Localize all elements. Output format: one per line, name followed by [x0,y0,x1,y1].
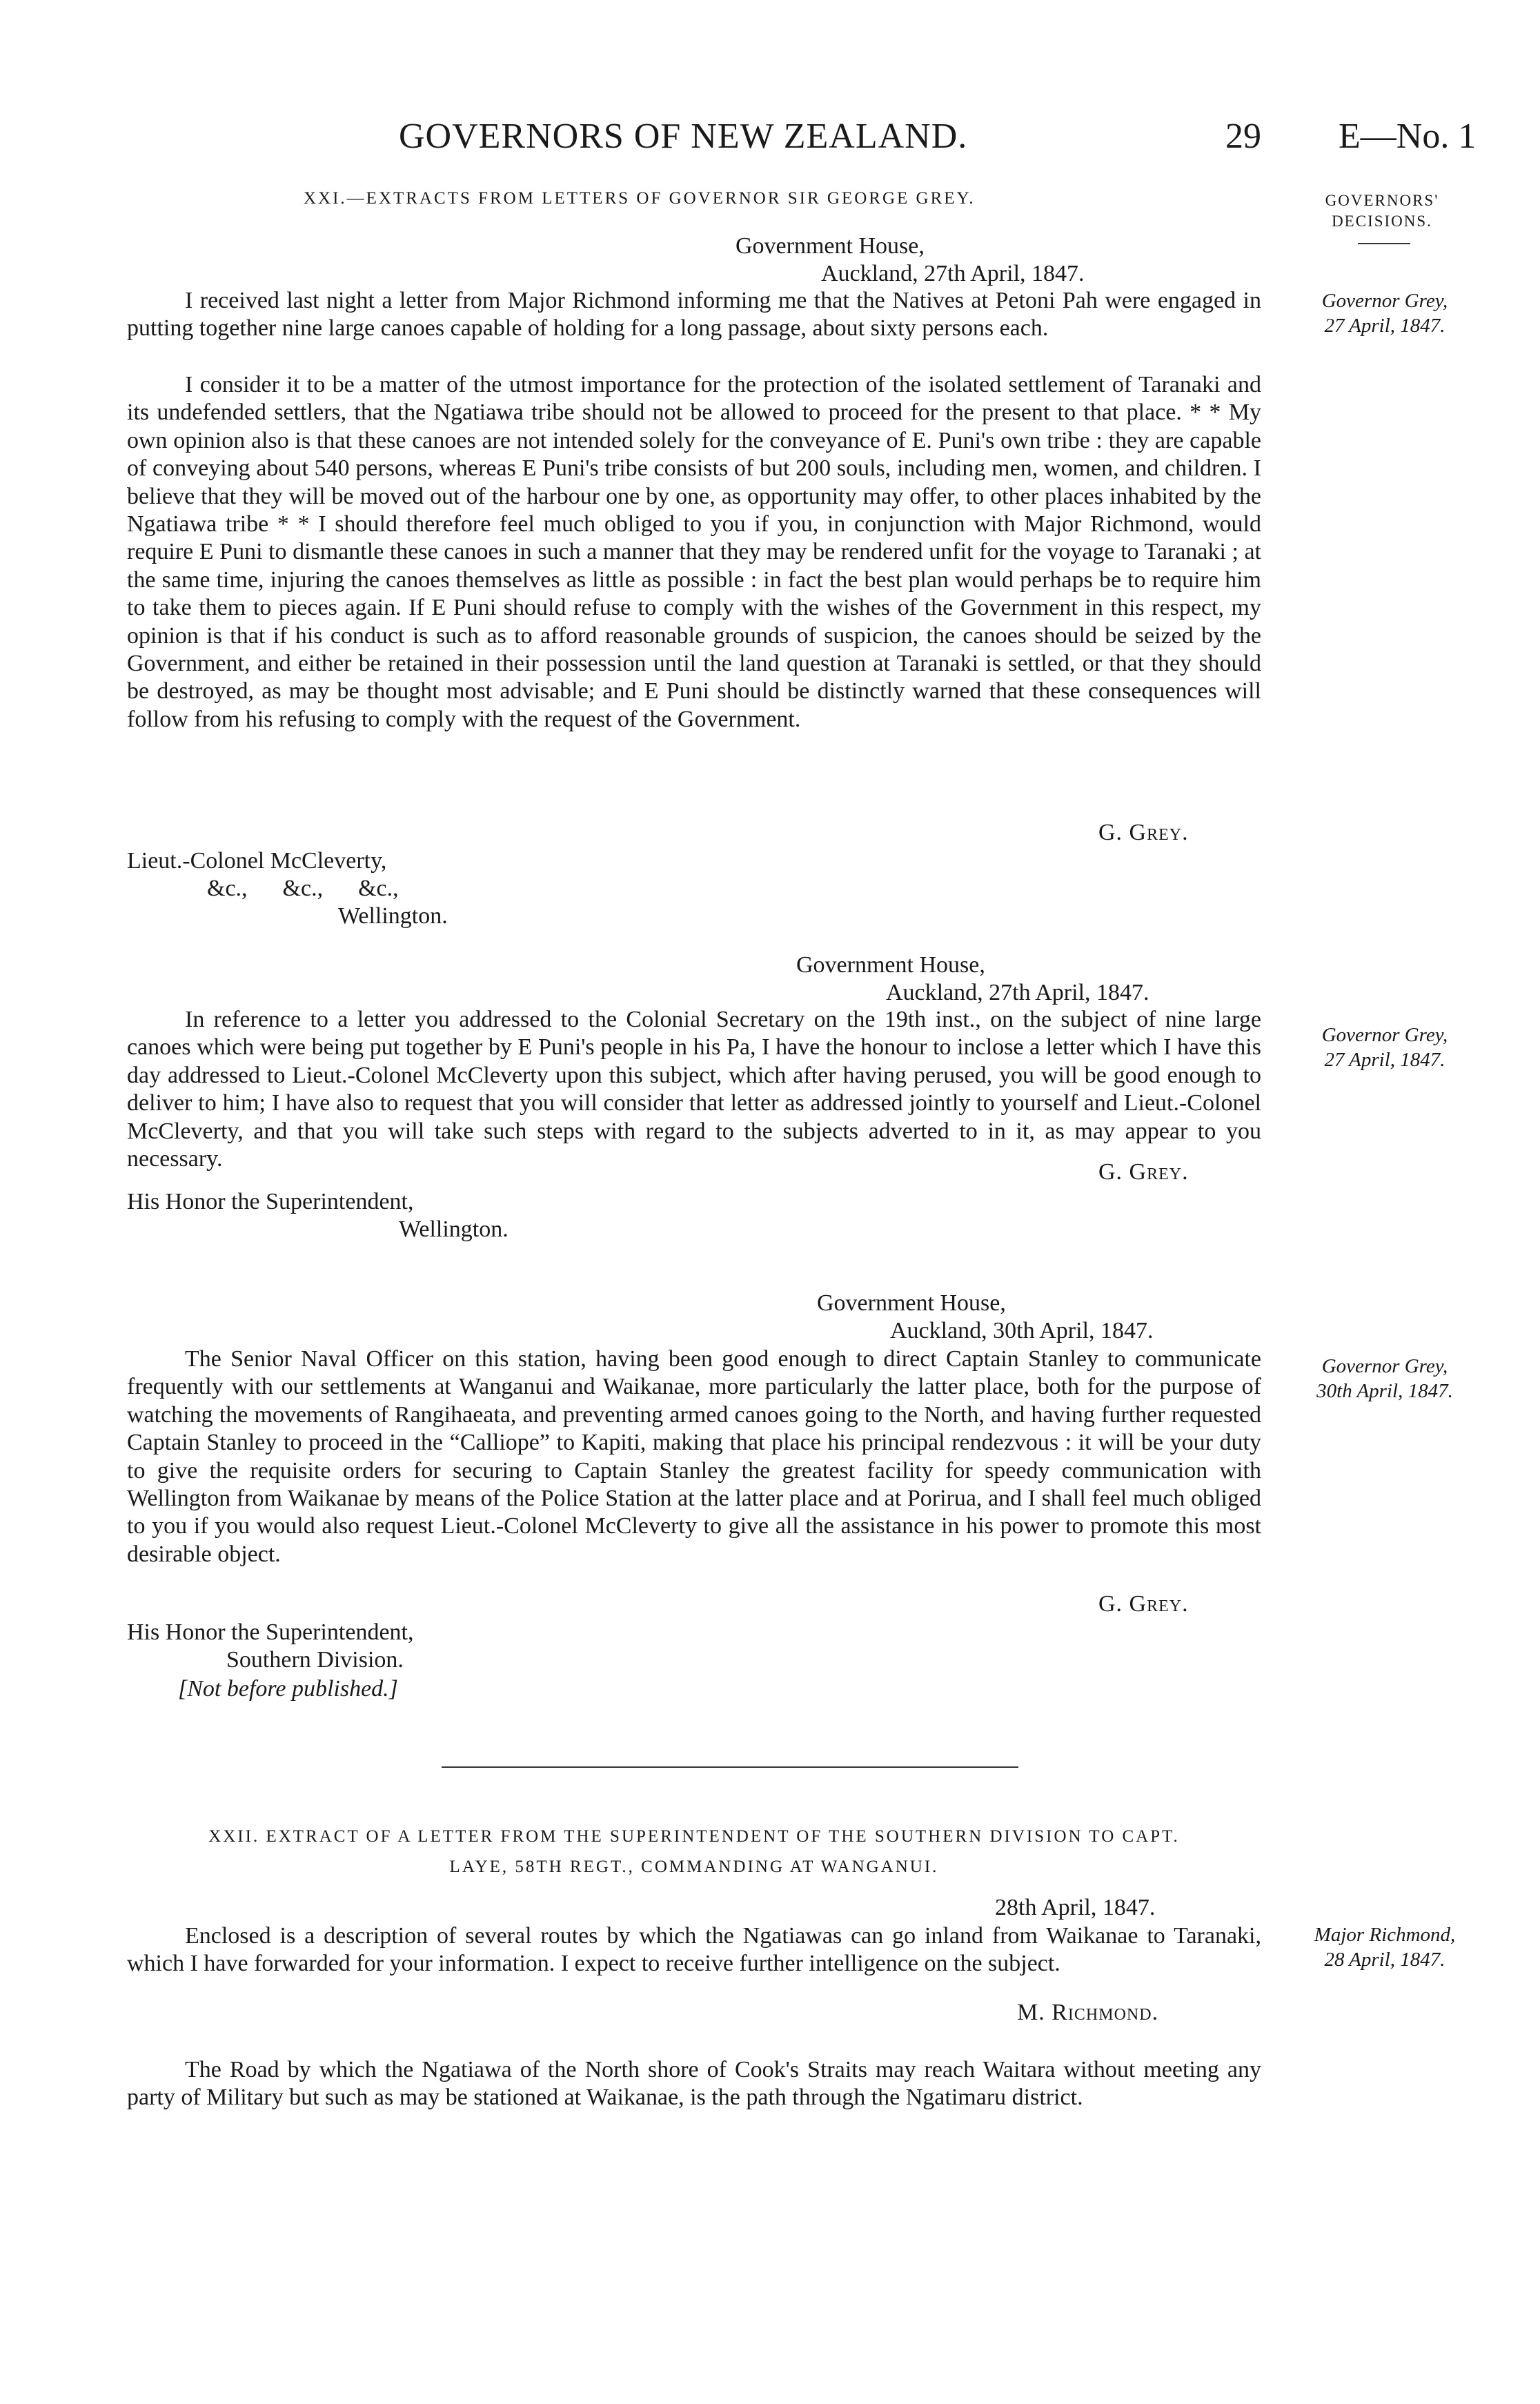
letter-3-recipient-line2: Southern Division. [226,1647,404,1673]
section-divider [442,1766,1018,1768]
margin-heading: GOVERNORS' DECISIONS. [1325,192,1439,230]
margin-heading-rule [1358,243,1410,244]
section-21-heading: XXI.—EXTRACTS FROM LETTERS OF GOVERNOR SIR GEORGE GREY. [304,189,976,208]
letter-2-address-line1: Government House, [796,952,985,978]
section-22-signature: M. Richmond. [1017,2000,1159,2025]
letter-3-address-line1: Government House, [817,1290,1006,1316]
letter-2-paragraph-1: In reference to a letter you addressed to the Colonial Secretary on the 19th inst., on the subject of nine large canoes which were being put together by E Puni's people in his Pa, I have the honour to inclose a letter which I have this day addressed to Lieut.-Colonel McCleverty upon this subject, which after having perused, you will be good enough to deliver to him; I have also to request that you will consider that letter as addressed jointly to yourself and Lieut.-Colonel McCleverty, and that you will take such steps with regard to the subjects adverted to in it, as may appear to you necessary. [127,1007,1261,1172]
letter-3-recipient-line1: His Honor the Superintendent, [127,1619,414,1645]
letter-1-signature: G. Grey. [1098,820,1189,845]
side-note-date: 30th April, 1847. [1316,1380,1453,1402]
letter-1-side-note [1292,288,1478,338]
side-note-date: 27 April, 1847. [1324,315,1445,337]
letter-3-side-note [1292,1354,1478,1403]
section-22-heading-line1: XXII. EXTRACT OF A LETTER FROM THE SUPERINTENDENT OF THE SOUTHERN DIVISION TO CAPT. [208,1827,1180,1846]
section-22-heading-line2: LAYE, 58TH REGT., COMMANDING AT WANGANUI. [449,1858,939,1876]
side-note-name: Governor Grey, [1321,1024,1448,1046]
letter-2-side-note [1292,1023,1478,1072]
section-22-paragraph-2: The Road by which the Ngatiawa of the North shore of Cook's Straits may reach Waitara without meeting any party of Military but such as may be stationed at Waikanae, is the path through the Ngatimaru district. [127,2057,1261,2111]
letter-1-paragraph-1: I received last night a letter from Major Richmond informing me that the Natives at Petoni Pah were engaged in putting together nine large canoes capable of holding for a long passage, about sixty persons each. [127,288,1261,342]
letter-3-address-line2: Auckland, 30th April, 1847. [890,1318,1154,1343]
side-note-name: Governor Grey, [1321,1355,1448,1377]
side-note-name: Governor Grey, [1321,290,1448,312]
letter-1-paragraph-2: I consider it to be a matter of the utmost importance for the protection of the isolated settlement of Taranaki and its undefended settlers, that the Ngatiawa tribe should not be allowed to proceed for the present to that place. * * My own opinion also is that these canoes are not intended solely for the conveyance of E. Puni's own tribe : they are capable of conveying about 540 persons, whereas E Puni's tribe consists of but 200 souls, including men, women, and children. I believe that they will be moved out of the harbour one by one, as opportunity may offer, to other places inhabited by the Ngatiawa tribe * * I should therefore feel much obliged to you if you, in conjunction with Major Richmond, would require E Puni to dismantle these canoes in such a manner that they may be rendered unfit for the voyage to Taranaki ; at the same time, injuring the canoes themselves as little as possible : in fact the best plan would perhaps be to require him to take them to pieces again. If E Puni should refuse to comply with the wishes of the Government in this respect, my opinion is that if his conduct is such as to afford reasonable grounds of suspicion, the canoes should be seized by the Government, and either be retained in their possession until the land question at Taranaki is settled, or that they should be destroyed, as may be thought most advisable; and E Puni should be distinctly warned that these consequences will follow from his refusing to comply with the request of the Government. [127,372,1261,732]
paper-number: E—No. 1 [1339,117,1477,156]
letter-1-address-line2: Auckland, 27th April, 1847. [821,261,1085,286]
side-note-date: 28 April, 1847. [1324,1949,1445,1971]
section-22-paragraph-1: Enclosed is a description of several routes by which the Ngatiawas can go inland from Waikanae to Taranaki, which I have forwarded for your information. I expect to receive further intelligence on the subject. [127,1923,1261,1977]
letter-1-recipient-line2: &c., &c., &c., [207,876,399,901]
letter-3-publication-note: [Not before published.] [178,1676,398,1702]
letter-2-recipient-line1: His Honor the Superintendent, [127,1189,414,1214]
section-22-side-note [1292,1922,1478,1972]
letter-3-signature: G. Grey. [1098,1591,1189,1617]
letter-1-recipient-line3: Wellington. [338,903,448,929]
letter-1-recipient-line1: Lieut.-Colonel McCleverty, [127,848,387,874]
letter-2-address-line2: Auckland, 27th April, 1847. [886,980,1149,1005]
letter-2-recipient-line2: Wellington. [399,1216,509,1242]
page-number: 29 [1225,117,1261,156]
side-note-name: Major Richmond, [1314,1924,1456,1946]
running-head-title: GOVERNORS OF NEW ZEALAND. [399,117,968,156]
letter-3-paragraph-1: The Senior Naval Officer on this station, having been good enough to direct Captain Stanley to communicate frequently with our settlements at Wanganui and Waikanae, more particularly the latter place, both for the purpose of watching the movements of Rangihaeata, and preventing armed canoes going to the North, and having further requested Captain Stanley to proceed in the “Calliope” to Kapiti, making that place his principal rendezvous : it will be your duty to give the requisite orders for securing to Captain Stanley the greatest facility for speedy communication with Wellington from Waikanae by means of the Police Station at the latter place and at Porirua, and I shall feel much obliged to you if you would also request Lieut.-Colonel McCleverty to give all the assistance in his power to promote this most desirable object. [127,1346,1261,1567]
side-note-date: 27 April, 1847. [1324,1049,1445,1071]
letter-1-address-line1: Government House, [736,233,925,259]
section-22-date: 28th April, 1847. [995,1895,1156,1920]
letter-2-signature: G. Grey. [1098,1159,1189,1185]
